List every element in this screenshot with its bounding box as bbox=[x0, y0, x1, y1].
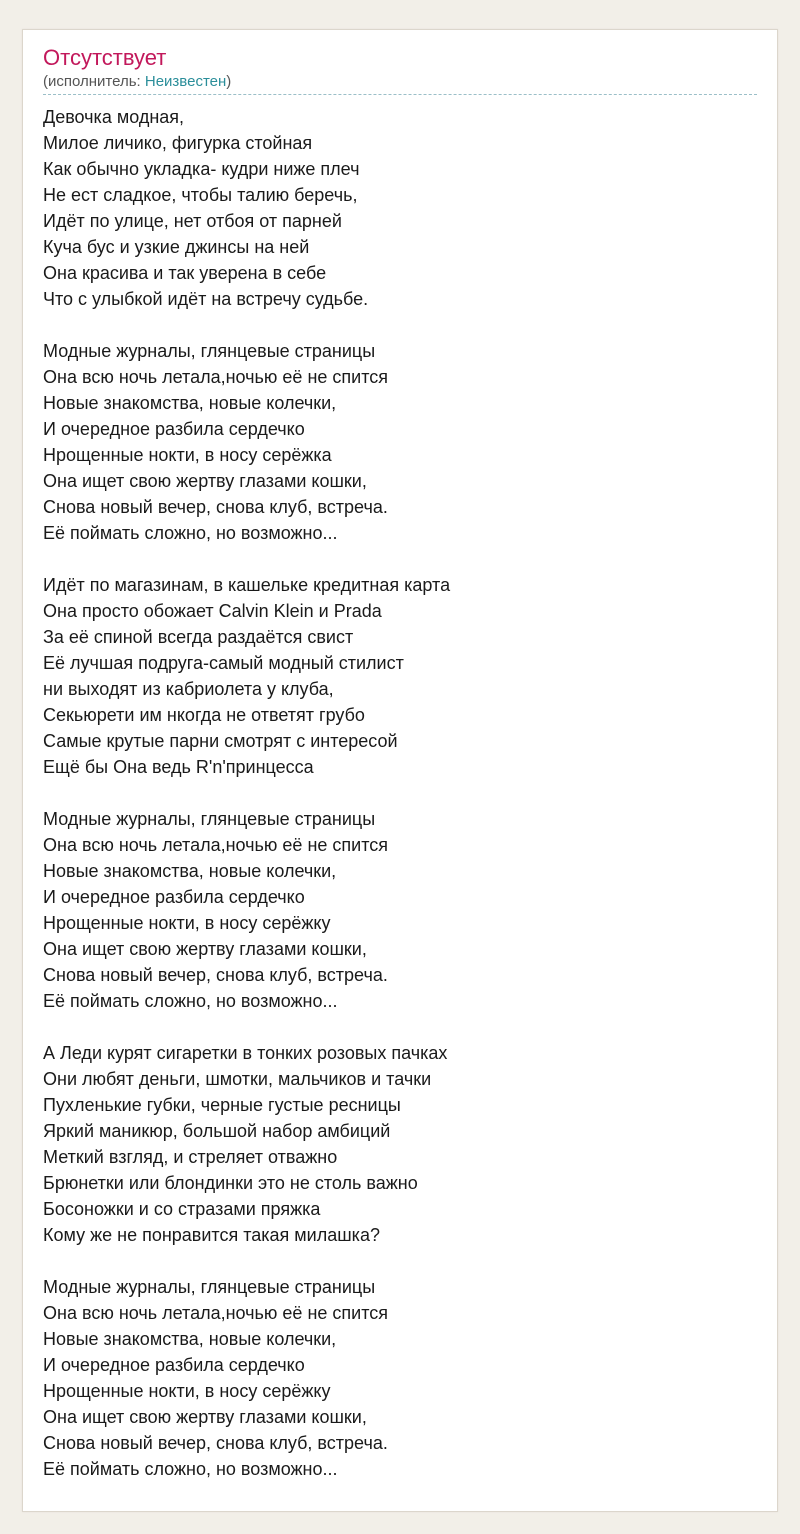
lyrics-line: Её лучшая подруга-самый модный стилист bbox=[43, 653, 404, 673]
lyrics-line: Что с улыбкой идёт на встречу судьбе. bbox=[43, 289, 369, 309]
lyrics-line: Они любят деньги, шмотки, мальчиков и тачки bbox=[43, 1069, 432, 1089]
artist-prefix: (исполнитель: bbox=[43, 73, 145, 90]
lyrics-line: Девочка модная, bbox=[43, 107, 185, 127]
lyrics-line: Новые знакомства, новые колечки, bbox=[43, 1329, 337, 1349]
lyrics-line: Не ест сладкое, чтобы талию беречь, bbox=[43, 185, 358, 205]
lyrics-line: Её поймать сложно, но возможно... bbox=[43, 1459, 338, 1479]
lyrics-line: Она всю ночь летала,ночью её не спится bbox=[43, 835, 388, 855]
lyrics-line: И очередное разбила сердечко bbox=[43, 1355, 305, 1375]
lyrics-line: Снова новый вечер, снова клуб, встреча. bbox=[43, 497, 388, 517]
lyrics-stanza bbox=[43, 1040, 757, 1248]
lyrics-text bbox=[43, 104, 757, 1508]
lyrics-line: Пухленькие губки, черные густые ресницы bbox=[43, 1095, 401, 1115]
lyrics-line: Её поймать сложно, но возможно... bbox=[43, 523, 338, 543]
lyrics-line: Секьюрети им нкогда не ответят грубо bbox=[43, 705, 365, 725]
lyrics-line: Снова новый вечер, снова клуб, встреча. bbox=[43, 965, 388, 985]
lyrics-line: Кому же не понравится такая милашка? bbox=[43, 1225, 380, 1245]
song-title: Отсутствует bbox=[43, 45, 167, 70]
lyrics-line: Модные журналы, глянцевые страницы bbox=[43, 1277, 376, 1297]
lyrics-line: Идёт по улице, нет отбоя от парней bbox=[43, 211, 342, 231]
lyrics-line: Как обычно укладка- кудри ниже плеч bbox=[43, 159, 360, 179]
lyrics-line: Самые крутые парни смотрят с интересой bbox=[43, 731, 398, 751]
artist-suffix: ) bbox=[226, 73, 232, 90]
lyrics-line: За её спиной всегда раздаётся свист bbox=[43, 627, 354, 647]
lyrics-line: Новые знакомства, новые колечки, bbox=[43, 861, 337, 881]
lyrics-line: Нрощенные нокти, в носу серёжку bbox=[43, 1381, 331, 1401]
lyrics-line: Нрощенные нокти, в носу серёжку bbox=[43, 913, 331, 933]
lyrics-line: Идёт по магазинам, в кашельке кредитная карта bbox=[43, 575, 451, 595]
lyrics-stanza bbox=[43, 1274, 757, 1482]
lyrics-line: Она всю ночь летала,ночью её не спится bbox=[43, 1303, 388, 1323]
lyrics-line: Меткий взгляд, и стреляет отважно bbox=[43, 1147, 338, 1167]
lyrics-line: Её поймать сложно, но возможно... bbox=[43, 991, 338, 1011]
lyrics-line: Она просто обожает Calvin Klein и Prada bbox=[43, 601, 382, 621]
lyrics-line: Брюнетки или блондинки это не столь важно bbox=[43, 1173, 418, 1193]
artist-link[interactable]: Неизвестен bbox=[144, 73, 227, 90]
lyrics-line: Яркий маникюр, большой набор амбиций bbox=[43, 1121, 391, 1141]
song-header bbox=[43, 44, 757, 95]
lyrics-line: Милое личико, фигурка стойная bbox=[43, 133, 313, 153]
lyrics-stanza bbox=[43, 806, 757, 1014]
lyrics-line: Она всю ночь летала,ночью её не спится bbox=[43, 367, 388, 387]
lyrics-line: Снова новый вечер, снова клуб, встреча. bbox=[43, 1433, 388, 1453]
lyrics-line: Куча бус и узкие джинсы на ней bbox=[43, 237, 310, 257]
lyrics-stanza bbox=[43, 104, 757, 312]
lyrics-card bbox=[22, 29, 778, 1512]
lyrics-line: А Леди курят сигаретки в тонких розовых пачках bbox=[43, 1043, 448, 1063]
lyrics-line: Босоножки и со стразами пряжка bbox=[43, 1199, 321, 1219]
lyrics-line: И очередное разбила сердечко bbox=[43, 887, 305, 907]
lyrics-line: Она ищет свою жертву глазами кошки, bbox=[43, 1407, 367, 1427]
artist-line bbox=[43, 72, 757, 92]
lyrics-line: Она ищет свою жертву глазами кошки, bbox=[43, 471, 367, 491]
lyrics-stanza bbox=[43, 572, 757, 780]
lyrics-line: Новые знакомства, новые колечки, bbox=[43, 393, 337, 413]
lyrics-line: Она красива и так уверена в себе bbox=[43, 263, 327, 283]
lyrics-line: И очередное разбила сердечко bbox=[43, 419, 305, 439]
lyrics-line: Модные журналы, глянцевые страницы bbox=[43, 341, 376, 361]
lyrics-stanza bbox=[43, 338, 757, 546]
lyrics-line: ни выходят из кабриолета у клуба, bbox=[43, 679, 334, 699]
lyrics-line: Она ищет свою жертву глазами кошки, bbox=[43, 939, 367, 959]
lyrics-line: Ещё бы Она ведь R'n'принцесса bbox=[43, 757, 314, 777]
lyrics-line: Нрощенные нокти, в носу серёжка bbox=[43, 445, 332, 465]
lyrics-line: Модные журналы, глянцевые страницы bbox=[43, 809, 376, 829]
